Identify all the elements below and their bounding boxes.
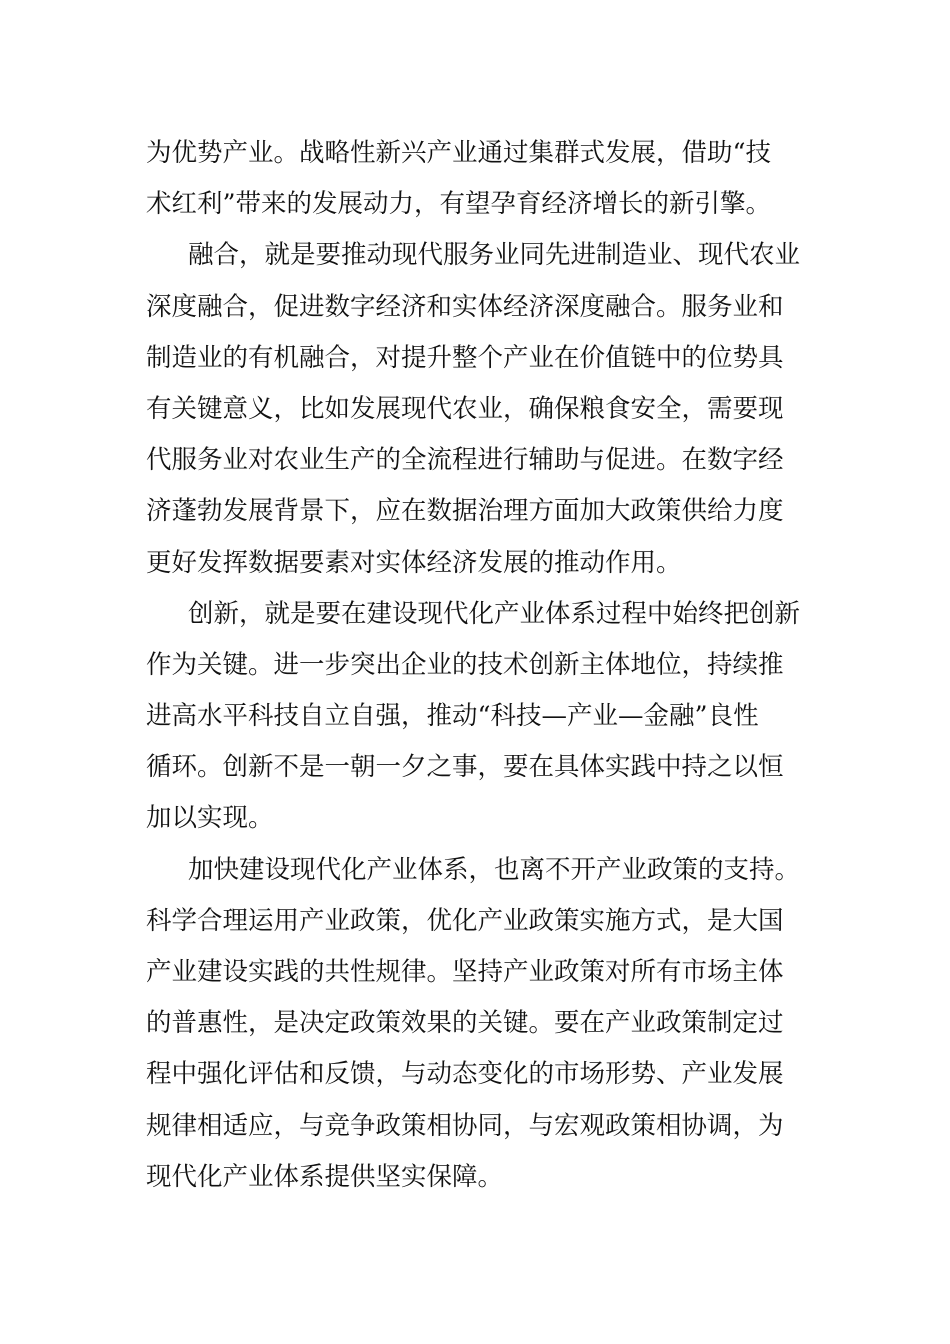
paragraph-line: 有关键意义，比如发展现代农业，确保粮食安全，需要现 <box>146 393 784 424</box>
paragraph-line: 融合，就是要推动现代服务业同先进制造业、现代农业 <box>188 240 801 271</box>
paragraph-line: 科学合理运用产业政策，优化产业政策实施方式，是大国 <box>146 905 784 936</box>
paragraph-line: 更好发挥数据要素对实体经济发展的推动作用。 <box>146 547 682 578</box>
paragraph-line: 作为关键。进一步突出企业的技术创新主体地位，持续推 <box>146 649 784 680</box>
body-text <box>146 128 816 1203</box>
paragraph-line: 现代化产业体系提供坚实保障。 <box>146 1161 504 1192</box>
paragraph-line: 的普惠性，是决定政策效果的关键。要在产业政策制定过 <box>146 1008 784 1039</box>
paragraph-line: 加快建设现代化产业体系，也离不开产业政策的支持。 <box>188 854 801 885</box>
paragraph-line: 进高水平科技自立自强，推动“科技—产业—金融”良性 <box>146 701 759 732</box>
paragraph-line: 代服务业对农业生产的全流程进行辅助与促进。在数字经 <box>146 445 784 476</box>
paragraph-4 <box>146 845 816 1203</box>
paragraph-line: 术红利”带来的发展动力，有望孕育经济增长的新引擎。 <box>146 189 772 220</box>
paragraph-line: 加以实现。 <box>146 803 274 834</box>
paragraph-line: 产业建设实践的共性规律。坚持产业政策对所有市场主体 <box>146 957 784 987</box>
paragraph-1 <box>146 128 816 230</box>
paragraph-line: 规律相适应，与竞争政策相协同，与宏观政策相协调，为 <box>146 1110 784 1141</box>
paragraph-line: 创新，就是要在建设现代化产业体系过程中始终把创新 <box>188 598 801 629</box>
paragraph-line: 为优势产业。战略性新兴产业通过集群式发展，借助“技 <box>146 138 772 168</box>
paragraph-line: 程中强化评估和反馈，与动态变化的市场形势、产业发展 <box>146 1059 784 1090</box>
paragraph-line: 制造业的有机融合，对提升整个产业在价值链中的位势具 <box>146 342 784 373</box>
paragraph-line: 深度融合，促进数字经济和实体经济深度融合。服务业和 <box>146 291 784 322</box>
paragraph-line: 循环。创新不是一朝一夕之事，要在具体实践中持之以恒 <box>146 752 784 783</box>
paragraph-3 <box>146 589 816 845</box>
paragraph-line: 济蓬勃发展背景下，应在数据治理方面加大政策供给力度 <box>146 496 784 527</box>
paragraph-2 <box>146 230 816 588</box>
